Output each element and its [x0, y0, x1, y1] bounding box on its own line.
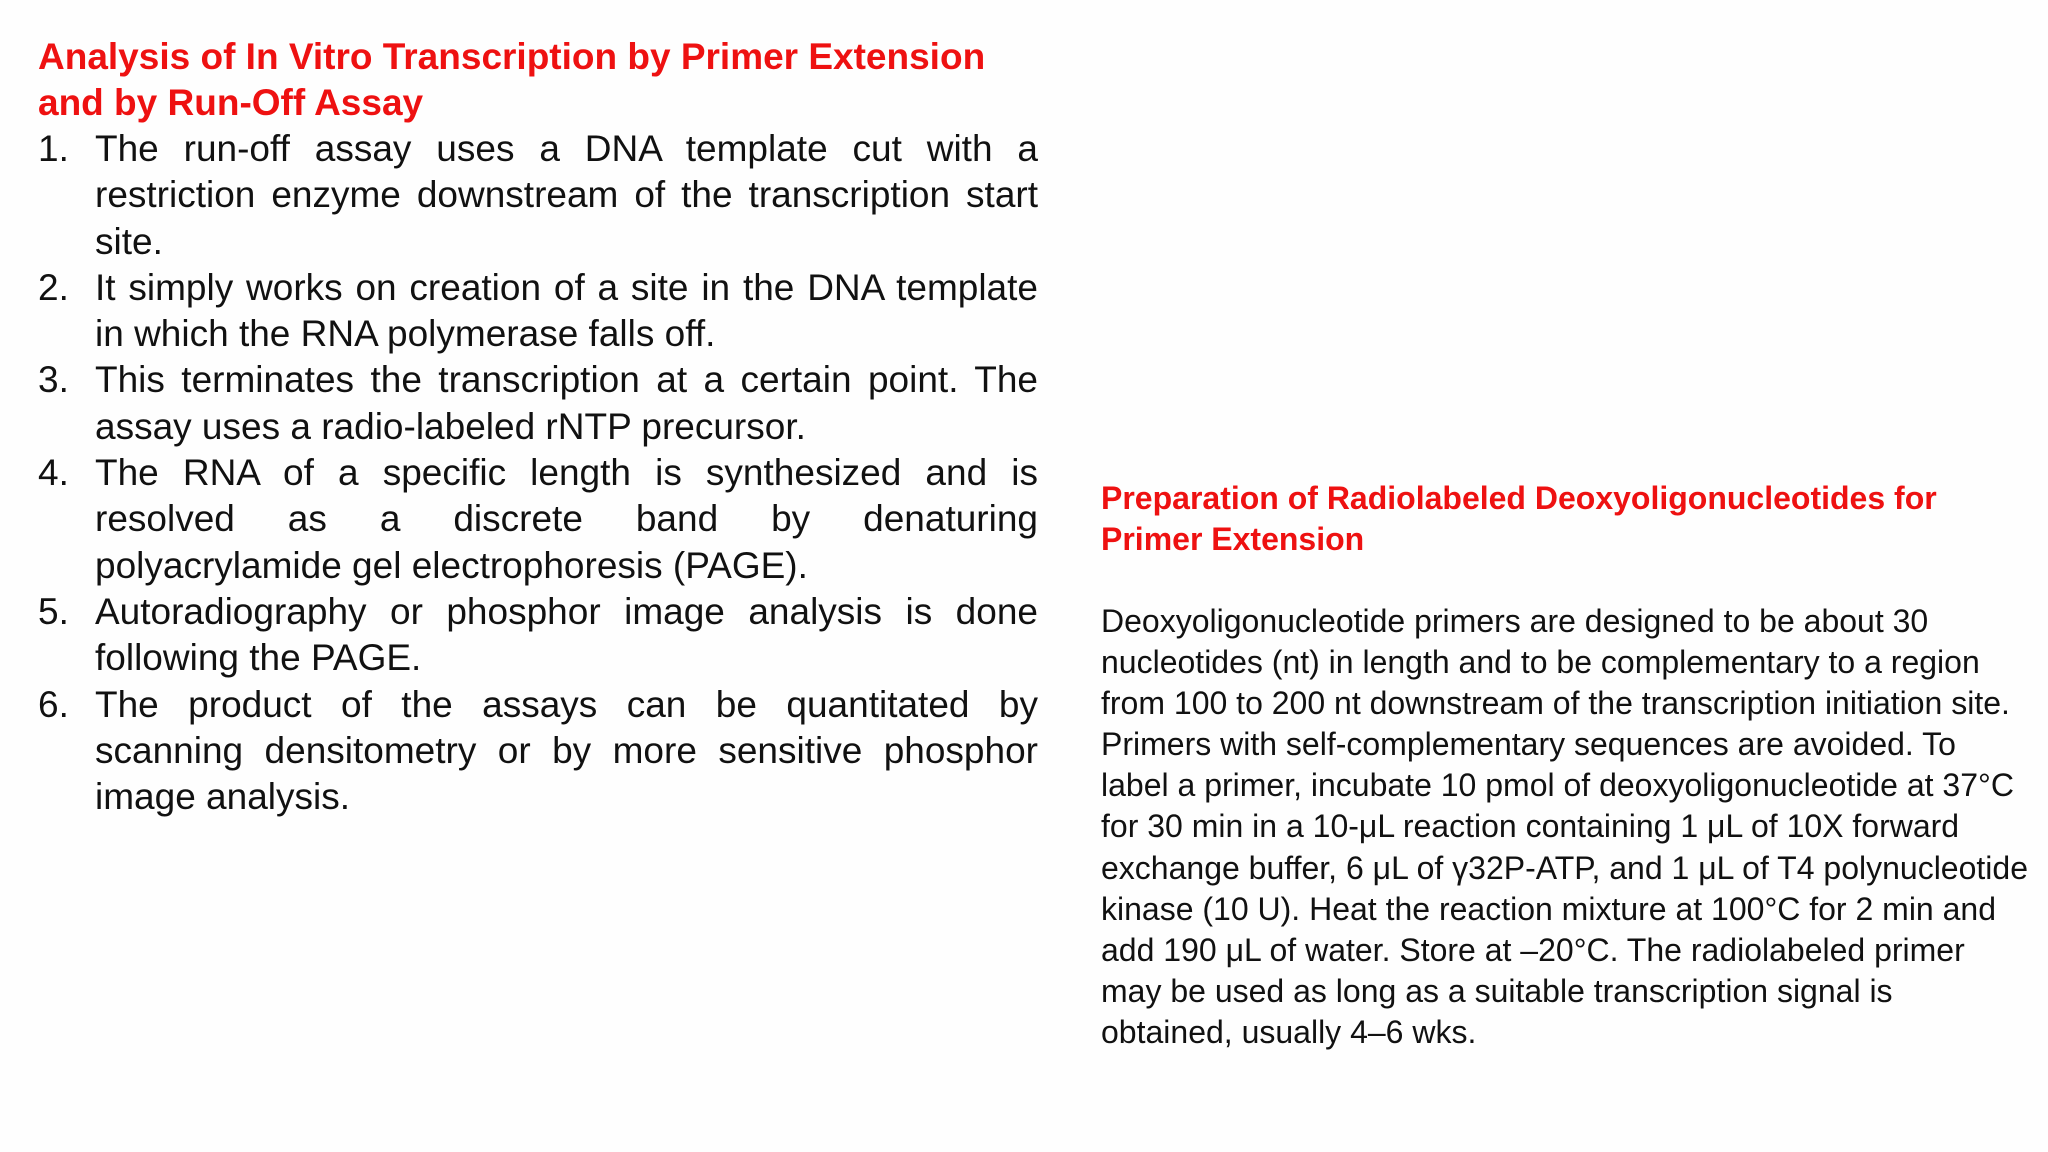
list-item-text: The run-off assay uses a DNA template cut with a restriction enzyme downstream of the transcription start site.: [95, 128, 1038, 262]
list-item: [38, 357, 1038, 450]
list-item-text: It simply works on creation of a site in the DNA template in which the RNA polymerase falls off.: [95, 266, 1038, 355]
list-item: [38, 265, 1038, 358]
list-item-text: The RNA of a specific length is synthesized and is resolved as a discrete band by denaturing polyacrylamide gel electrophoresis (PAGE).: [95, 452, 1038, 586]
list-item-number: 3.: [38, 359, 69, 401]
list-item-number: 6.: [38, 683, 69, 725]
list-item-number: 4.: [38, 452, 69, 494]
list-item-number: 2.: [38, 266, 69, 308]
list-item: [38, 126, 1038, 265]
list-item-text: This terminates the transcription at a certain point. The assay uses a radio-labeled rNTP precursor.: [95, 359, 1038, 447]
left-section-title: Analysis of In Vitro Transcription by Primer Extension and by Run-Off Assay: [38, 36, 986, 123]
right-section: [1101, 478, 2029, 1053]
numbered-list: [38, 126, 1038, 820]
right-section-body: Deoxyoligonucleotide primers are designed to be about 30 nucleotides (nt) in length and to be complementary to a region from 100 to 200 nt downstream of the transcription initiation site. Primers with self-complementary sequences are avoided. To label a primer, incubate 10 pmol of deoxyoligonucleotide at 37°C for 30 min in a 10-μL reaction containing 1 μL of 10X forward exchange buffer, 6 μL of γ32P-ATP, and 1 μL of T4 polynucleotide kinase (10 U). Heat the reaction mixture at 100°C for 2 min and add 190 μL of water. Store at –20°C. The radiolabeled primer may be used as long as a suitable transcription signal is obtained, usually 4–6 wks.: [1101, 603, 2028, 1050]
list-item: [38, 589, 1038, 682]
list-item-number: 5.: [38, 590, 69, 632]
list-item: [38, 682, 1038, 821]
list-item-text: Autoradiography or phosphor image analysis is done following the PAGE.: [95, 590, 1038, 679]
list-item-number: 1.: [38, 128, 69, 169]
list-item-text: The product of the assays can be quantitated by scanning densitometry or by more sensitive phosphor image analysis.: [95, 683, 1038, 818]
right-section-title: Preparation of Radiolabeled Deoxyoligonucleotides for Primer Extension: [1101, 480, 1937, 557]
left-section: [38, 34, 1038, 820]
list-item: [38, 450, 1038, 589]
